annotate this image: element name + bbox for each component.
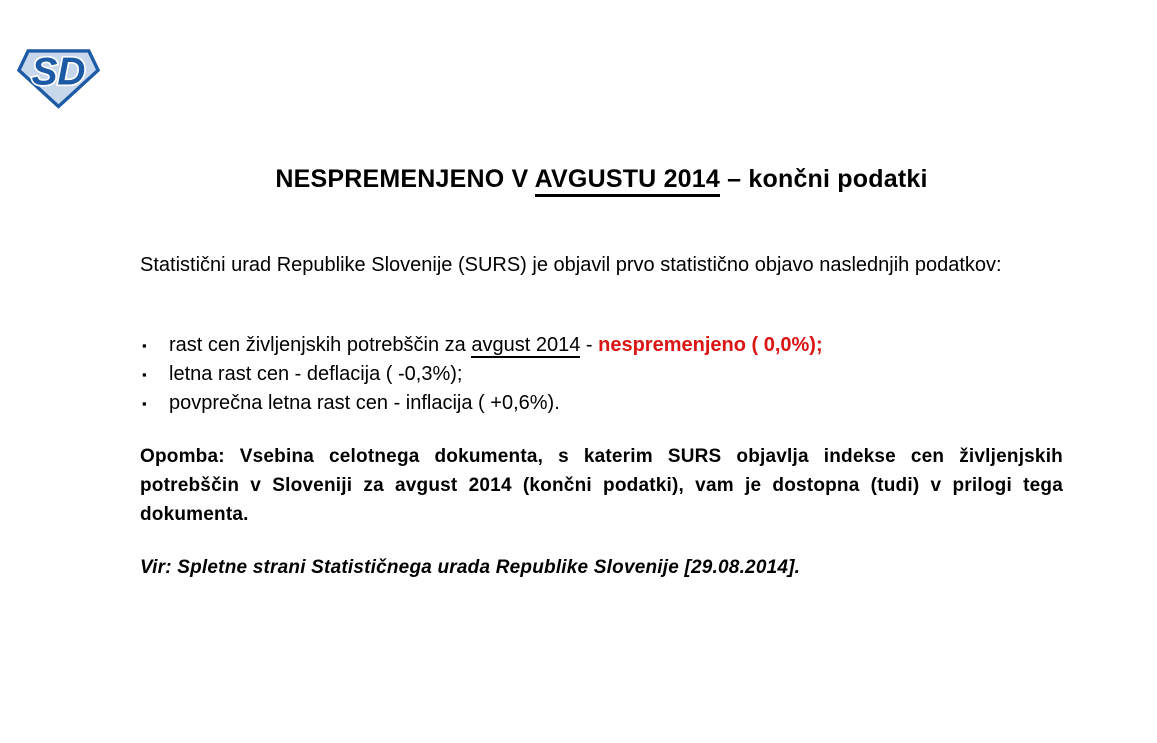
- note-paragraph: Opomba: Vsebina celotnega dokumenta, s katerim SURS objavlja indekse cen življenjskih potrebščin v Sloveniji za avgust 2014 (končni podatki), vam je dostopna (tudi) v prilogi tega dokumenta.: [140, 446, 1063, 525]
- sd-logo-icon: [16, 45, 101, 109]
- title-underlined-date: AVGUSTU 2014: [535, 165, 720, 197]
- bullet-text-pre: rast cen življenjskih potrebščin za: [169, 334, 472, 356]
- bullet-highlight-value: nespremenjeno ( 0,0%);: [598, 334, 823, 356]
- square-bullet-icon: ▪: [142, 367, 147, 382]
- sd-logo-shield-icon: [16, 45, 101, 109]
- bullet-list: [140, 331, 1063, 418]
- square-bullet-icon: ▪: [142, 338, 147, 353]
- title-text-pre: NESPREMENJENO V: [275, 165, 535, 193]
- title-text-post: – končni podatki: [720, 165, 928, 193]
- bullet-underlined-date: avgust 2014: [471, 334, 581, 356]
- bullet-text: letna rast cen - deflacija ( -0,3%);: [169, 363, 463, 385]
- intro-paragraph: Statistični urad Republike Slovenije (SURS) je objavil prvo statistično objavo naslednjih podatkov:: [140, 254, 1002, 276]
- bullet-text-dash: -: [580, 334, 599, 356]
- page-title: [140, 165, 1063, 194]
- list-item-average-annual-rate: [140, 389, 1063, 418]
- bullet-text: povprečna letna rast cen - inflacija ( +0,6%).: [169, 392, 560, 414]
- list-item-annual-rate: [140, 360, 1063, 389]
- logo-letters: SD: [31, 50, 86, 94]
- list-item-cpi-monthly: [140, 331, 1063, 360]
- square-bullet-icon: ▪: [142, 396, 147, 411]
- source-line: Vir: Spletne strani Statističnega urada Republike Slovenije [29.08.2014].: [140, 557, 801, 578]
